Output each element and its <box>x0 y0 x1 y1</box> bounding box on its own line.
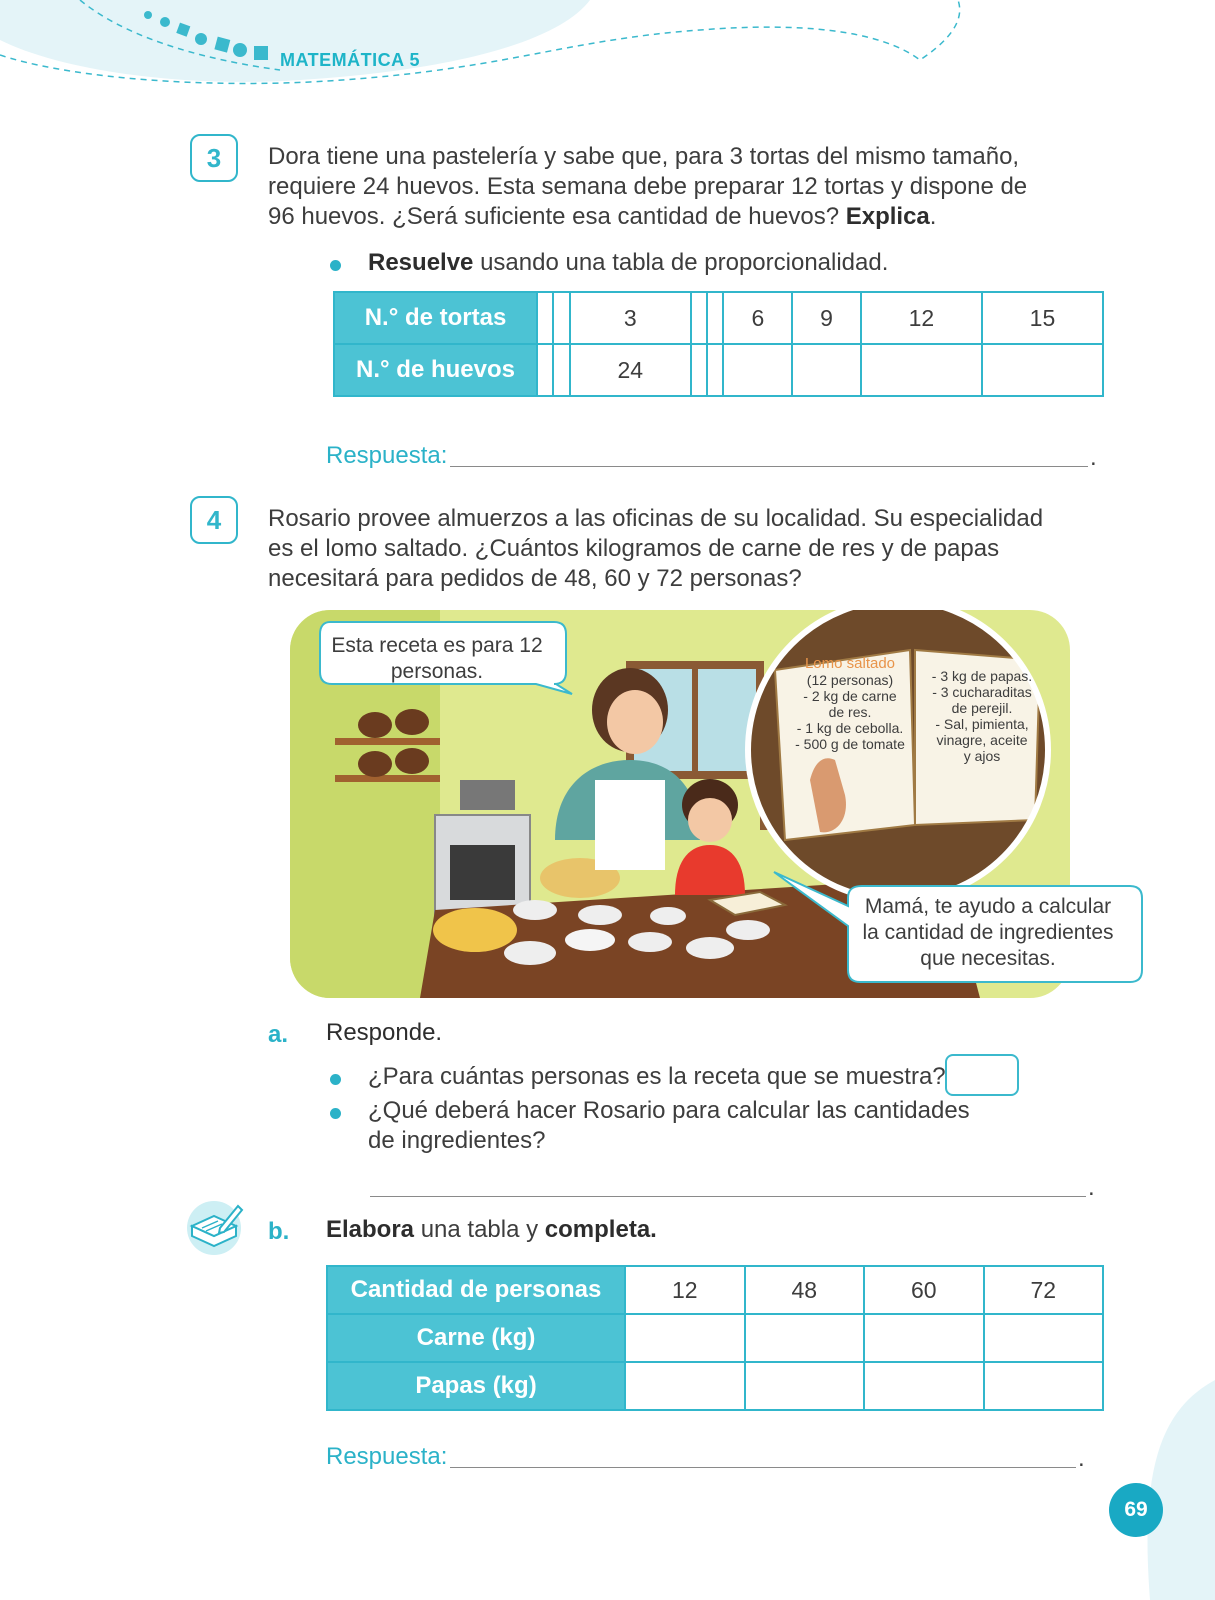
recipe-line: de perejil. <box>951 700 1013 716</box>
recipe-line: - 3 cucharaditas <box>932 684 1032 700</box>
table-header-huevos: N.° de huevos <box>334 344 537 396</box>
part-a-question-2-line-2: de ingredientes? <box>368 1127 546 1154</box>
table-cell[interactable]: 9 <box>792 292 861 344</box>
part-a-letter: a. <box>268 1021 289 1048</box>
table-cell[interactable] <box>691 292 707 344</box>
table-cell[interactable] <box>625 1314 745 1362</box>
recipe-title: Lomo saltado <box>804 655 896 672</box>
part-b-letter: b. <box>268 1218 290 1245</box>
header-decoration <box>0 0 1215 110</box>
table-cell[interactable]: 15 <box>982 292 1103 344</box>
table-row-huevos <box>334 344 1103 396</box>
question-number-4: 4 <box>190 496 238 544</box>
table-cell[interactable] <box>707 292 723 344</box>
table-row-tortas <box>334 292 1103 344</box>
question-3-line-3a: 96 huevos. ¿Será suficiente esa cantidad de huevos? <box>268 203 846 230</box>
recipe-line: - Sal, pimienta, <box>935 716 1029 732</box>
completa-keyword: completa <box>544 1216 651 1243</box>
answer-label: Respuesta: <box>326 1443 448 1470</box>
table-header-tortas: N.° de tortas <box>334 292 537 344</box>
table-cell[interactable]: 48 <box>745 1266 865 1314</box>
table-row-papas <box>327 1362 1103 1410</box>
table-cell[interactable] <box>723 344 792 396</box>
table-cell[interactable]: 12 <box>861 292 982 344</box>
table-cell[interactable] <box>537 292 553 344</box>
question-4-line-2: es el lomo saltado. ¿Cuántos kilogramos de carne de res y de papas <box>268 535 1000 562</box>
table-cell[interactable] <box>745 1362 865 1410</box>
table-cell[interactable] <box>984 1314 1104 1362</box>
answer-box[interactable] <box>945 1054 1019 1096</box>
table-cell[interactable] <box>707 344 723 396</box>
part-a-question-1: ¿Para cuántas personas es la receta que se muestra? <box>368 1063 946 1090</box>
table-cell[interactable] <box>864 1362 984 1410</box>
part-b-title <box>326 1215 657 1245</box>
child-speech-text <box>852 894 1124 972</box>
answer-end-dot: . <box>1088 1174 1095 1201</box>
answer-end-dot: . <box>1090 444 1097 471</box>
part-a-question-2 <box>368 1096 970 1156</box>
part-b-title-mid: una tabla y <box>414 1216 545 1243</box>
question-3-line-3 <box>268 202 1148 232</box>
part-b-title-end: . <box>650 1216 657 1243</box>
proportionality-table <box>333 291 1104 397</box>
mother-speech-line-1: Esta receta es para 12 <box>331 634 543 657</box>
table-cell[interactable]: 3 <box>570 292 691 344</box>
answer-line[interactable] <box>450 1467 1076 1468</box>
recipe-line: - 500 g de tomate <box>795 736 905 752</box>
table-header-personas: Cantidad de personas <box>327 1266 625 1314</box>
question-number-3: 3 <box>190 134 238 182</box>
elabora-keyword: Elabora <box>326 1216 415 1243</box>
question-3-line-2: requiere 24 huevos. Esta semana debe preparar 12 tortas y dispone de <box>268 173 1028 200</box>
explica-keyword: Explica <box>845 203 930 230</box>
recipe-right-page <box>918 668 1046 764</box>
child-speech-line-3: que necesitas. <box>920 947 1056 970</box>
table-cell[interactable]: 6 <box>723 292 792 344</box>
question-3-line-3c: . <box>929 203 937 230</box>
table-cell[interactable] <box>864 1314 984 1362</box>
table-cell[interactable] <box>861 344 982 396</box>
question-4-text <box>268 504 1148 594</box>
child-speech-line-1: Mamá, te ayudo a calcular <box>864 895 1112 918</box>
question-3-text <box>268 142 1148 232</box>
bullet-dot <box>330 260 341 271</box>
answer-line[interactable] <box>450 466 1088 467</box>
q3-instruction <box>368 248 888 278</box>
table-row-carne <box>327 1314 1103 1362</box>
table-cell[interactable] <box>553 292 569 344</box>
table-row-personas <box>327 1266 1103 1314</box>
child-speech-line-2: la cantidad de ingredientes <box>862 921 1114 944</box>
bullet-dot <box>330 1108 341 1119</box>
table-cell[interactable]: 72 <box>984 1266 1104 1314</box>
page-number: 69 <box>1109 1483 1163 1537</box>
table-header-papas: Papas (kg) <box>327 1362 625 1410</box>
answer-end-dot: . <box>1078 1445 1085 1472</box>
question-3-line-1: Dora tiene una pastelería y sabe que, para 3 tortas del mismo tamaño, <box>268 143 1020 170</box>
table-cell[interactable]: 12 <box>625 1266 745 1314</box>
q3-instruction-rest: usando una tabla de proporcionalidad. <box>473 249 889 276</box>
recipe-line: - 2 kg de carne <box>803 688 897 704</box>
answer-line[interactable] <box>370 1196 1086 1197</box>
recipe-line: de res. <box>828 704 872 720</box>
table-cell[interactable] <box>984 1362 1104 1410</box>
recipe-line: y ajos <box>963 748 1001 764</box>
recipe-line: - 3 kg de papas. <box>931 668 1033 684</box>
recipe-line: vinagre, aceite <box>936 732 1028 748</box>
table-cell[interactable] <box>537 344 553 396</box>
mother-speech-line-2: personas. <box>390 660 484 683</box>
notebook-pencil-icon <box>184 1198 244 1258</box>
table-cell[interactable]: 24 <box>570 344 691 396</box>
table-cell[interactable] <box>792 344 861 396</box>
table-cell[interactable] <box>553 344 569 396</box>
table-cell[interactable]: 60 <box>864 1266 984 1314</box>
book-title: MATEMÁTICA 5 <box>280 50 420 70</box>
bullet-dot <box>330 1074 341 1085</box>
resuelve-keyword: Resuelve <box>368 249 474 276</box>
answer-label: Respuesta: <box>326 442 448 469</box>
table-cell[interactable] <box>691 344 707 396</box>
table-cell[interactable] <box>625 1362 745 1410</box>
table-header-carne: Carne (kg) <box>327 1314 625 1362</box>
table-cell[interactable] <box>982 344 1103 396</box>
part-a-question-2-line-1: ¿Qué deberá hacer Rosario para calcular las cantidades <box>368 1097 970 1124</box>
recipe-left-page <box>780 656 920 752</box>
recipe-line: - 1 kg de cebolla. <box>796 720 904 736</box>
ingredients-table <box>326 1265 1104 1411</box>
recipe-line: (12 personas) <box>806 672 894 688</box>
question-4-line-3: necesitará para pedidos de 48, 60 y 72 personas? <box>268 565 802 592</box>
mother-speech-text <box>320 633 554 685</box>
table-cell[interactable] <box>745 1314 865 1362</box>
part-a-title: Responde. <box>326 1019 443 1046</box>
question-4-line-1: Rosario provee almuerzos a las oficinas de su localidad. Su especialidad <box>268 505 1044 532</box>
